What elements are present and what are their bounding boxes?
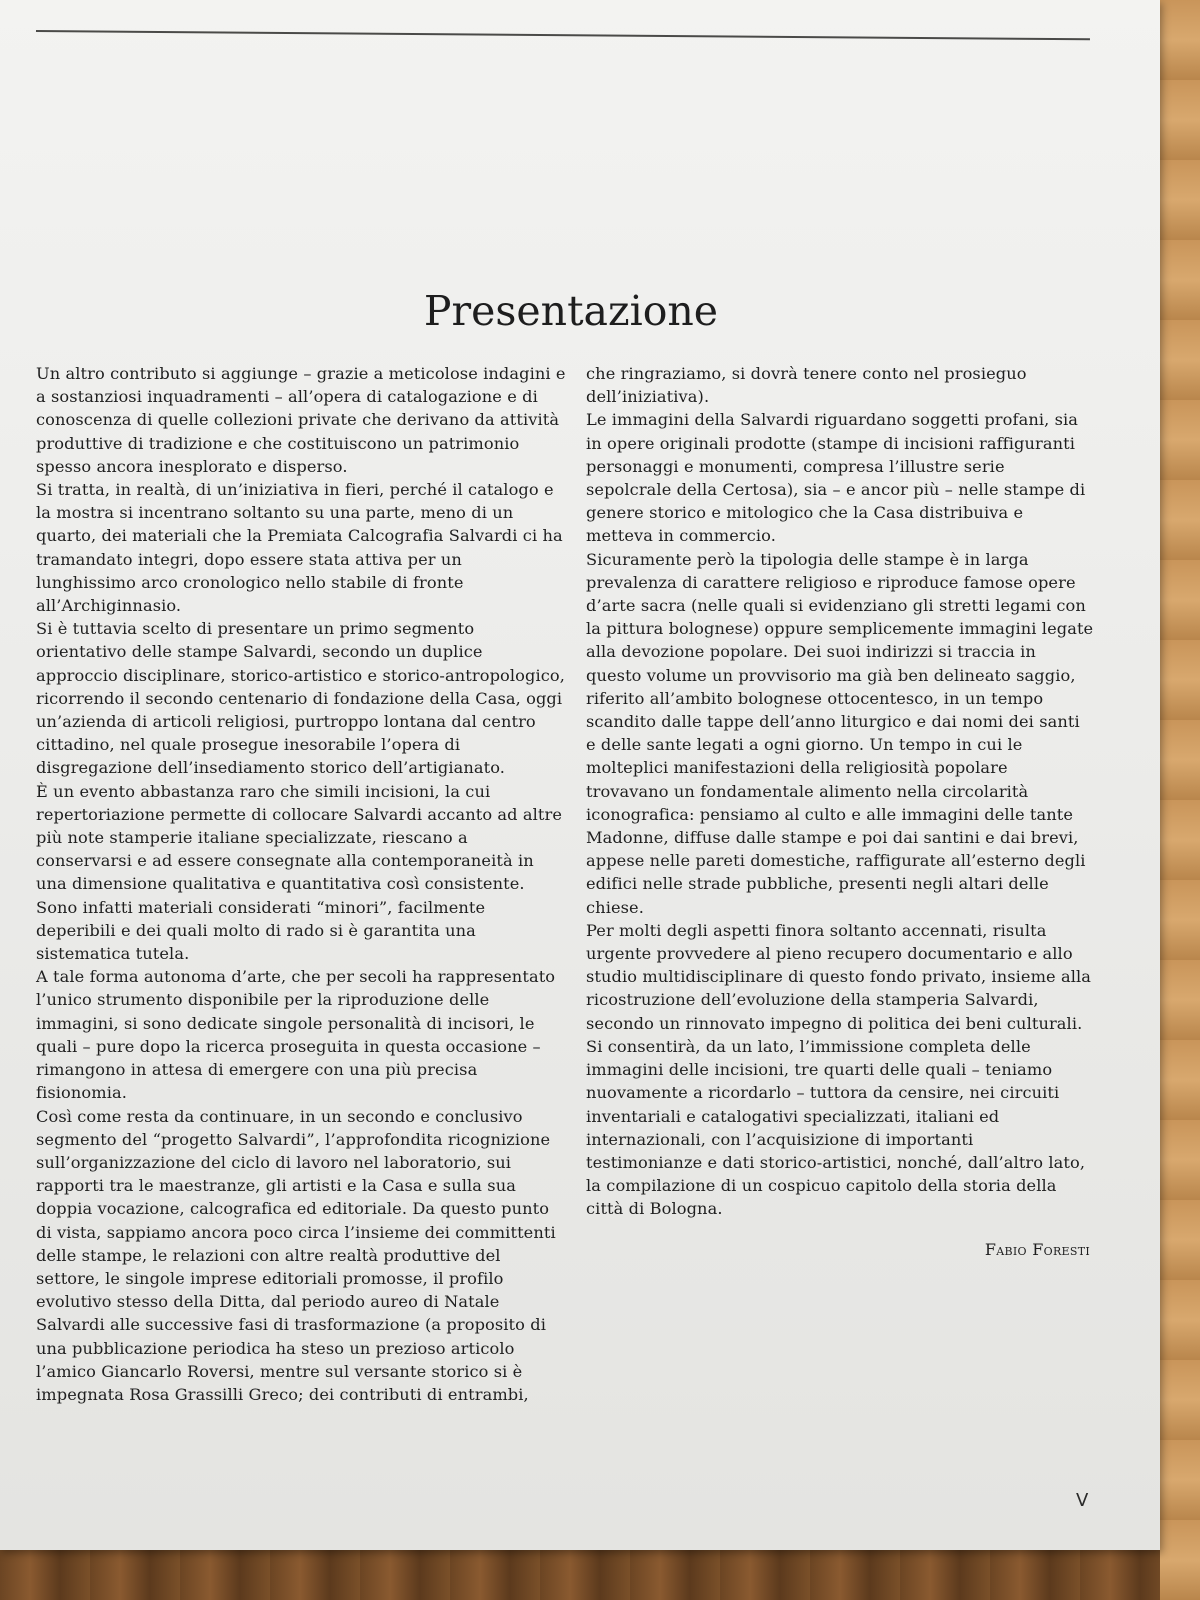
paragraph: Si tratta, in realtà, di un’iniziativa in fieri, perché il catalogo e la mostra si incentrano soltanto su una parte, meno di un quarto, dei materiali che la Premiata Calcografia Salvardi ci ha tramandato integri, dopo essere stata attiva per un lunghissimo arco cronologico nello stabile di fronte all’Archiginnasio. bbox=[36, 480, 563, 616]
paragraph: Le immagini della Salvardi riguardano soggetti profani, sia in opere originali prodotte (stampe di incisioni raffiguranti personaggi e monumenti, compresa l’illustre serie sepolcrale della Certosa), sia – e ancor più – nelle stampe di genere storico e mitologico che la Casa distribuiva e metteva in commercio. bbox=[586, 410, 1086, 546]
background-surface-right bbox=[1160, 0, 1200, 1600]
background-surface-bottom bbox=[0, 1548, 1200, 1600]
top-rule bbox=[36, 30, 1090, 40]
page-title: Presentazione bbox=[423, 287, 719, 336]
paragraph: che ringraziamo, si dovrà tenere conto nel prosieguo dell’iniziativa). bbox=[586, 364, 1027, 407]
right-column bbox=[586, 362, 1094, 1221]
paragraph: Sicuramente però la tipologia delle stampe è in larga prevalenza di carattere religioso e riproduce famose opere d’arte sacra (nelle quali si evidenziano gli stretti legami con la pittura bolognese) oppure semplicemente immagini legate alla devozione popolare. Dei suoi indirizzi si traccia in questo volume un provvisorio ma già ben delineato saggio, riferito all’ambito bolognese ottocentesco, in un tempo scandito dalle tappe dell’anno liturgico e dai nomi dei santi e delle sante legati a ogni giorno. Un tempo in cui le molteplici manifestazioni della religiosità popolare trovavano un fondamentale alimento nella circolarità iconografica: pensiamo al culto e alle immagini delle tante Madonne, diffuse dalle stampe e poi dai santini e dai brevi, appese nelle pareti domestiche, raffigurate all’esterno degli edifici nelle strade pubbliche, presenti negli altari delle chiese. bbox=[586, 549, 1094, 917]
author-signature: Fabio Foresti bbox=[984, 1240, 1090, 1259]
paragraph: Così come resta da continuare, in un secondo e conclusivo segmento del “progetto Salvardi”, l’approfondita ricognizione sull’organizzazione del ciclo di lavoro nel laboratorio, sui rapporti tra le maestranze, gli artisti e la Casa e sulla sua doppia vocazione, calcografica ed editoriale. Da questo punto di vista, sappiamo ancora poco circa l’insieme dei committenti delle stampe, le relazioni con altre realtà produttive del settore, le singole imprese editoriali promosse, il profilo evolutivo stesso della Ditta, dal periodo aureo di Natale Salvardi alle successive fasi di trasformazione (a proposito di una pubblicazione periodica ha steso un prezioso articolo l’amico Giancarlo Roversi, mentre sul versante storico si è impegnata Rosa Grassilli Greco; dei contributi di entrambi, bbox=[36, 1106, 556, 1404]
left-column bbox=[36, 362, 566, 1406]
paragraph: È un evento abbastanza raro che simili incisioni, la cui repertoriazione permette di collocare Salvardi accanto ad altre più note stamperie italiane specializzate, riescano a conservarsi e ad essere consegnate alla contemporaneità in una dimensione qualitativa e quantitativa così consistente. Sono infatti materiali considerati “minori”, facilmente deperibili e dei quali molto di rado si è garantita una sistematica tutela. bbox=[36, 781, 563, 964]
paragraph: A tale forma autonoma d’arte, che per secoli ha rappresentato l’unico strumento disponibile per la riproduzione delle immagini, si sono dedicate singole personalità di incisori, le quali – pure dopo la ricerca proseguita in questa occasione – rimangono in attesa di emergere con una più precisa fisionomia. bbox=[36, 967, 556, 1103]
paragraph: Si è tuttavia scelto di presentare un primo segmento orientativo delle stampe Salvardi, secondo un duplice approccio disciplinare, storico-artistico e storico-antropologico, ricorrendo il secondo centenario di fondazione della Casa, oggi un’azienda di articoli religiosi, purtroppo lontana dal centro cittadino, nel quale prosegue inesorabile l’opera di disgregazione dell’insediamento storico dell’artigianato. bbox=[36, 619, 565, 778]
paragraph: Per molti degli aspetti finora soltanto accennati, risulta urgente provvedere al pieno recupero documentario e allo studio multidisciplinare di questo fondo privato, insieme alla ricostruzione dell’evoluzione della stamperia Salvardi, secondo un rinnovato impegno di politica dei beni culturali. Si consentirà, da un lato, l’immissione completa delle immagini delle incisioni, tre quarti delle quali – teniamo nuovamente a ricordarlo – tuttora da censire, nei circuiti inventariali e catalogativi specializzati, italiani ed internazionali, con l’acquisizione di importanti testimonianze e dati storico-artistici, nonché, dall’altro lato, la compilazione di un cospicuo capitolo della storia della città di Bologna. bbox=[586, 920, 1092, 1219]
paragraph: Un altro contributo si aggiunge – grazie a meticolose indagini e a sostanziosi inquadramenti – all’opera di catalogazione e di conoscenza di quelle collezioni private che derivano da attività produttive di tradizione e che costituiscono un patrimonio spesso ancora inesplorato e disperso. bbox=[36, 364, 566, 476]
page-number: V bbox=[1076, 1490, 1089, 1511]
